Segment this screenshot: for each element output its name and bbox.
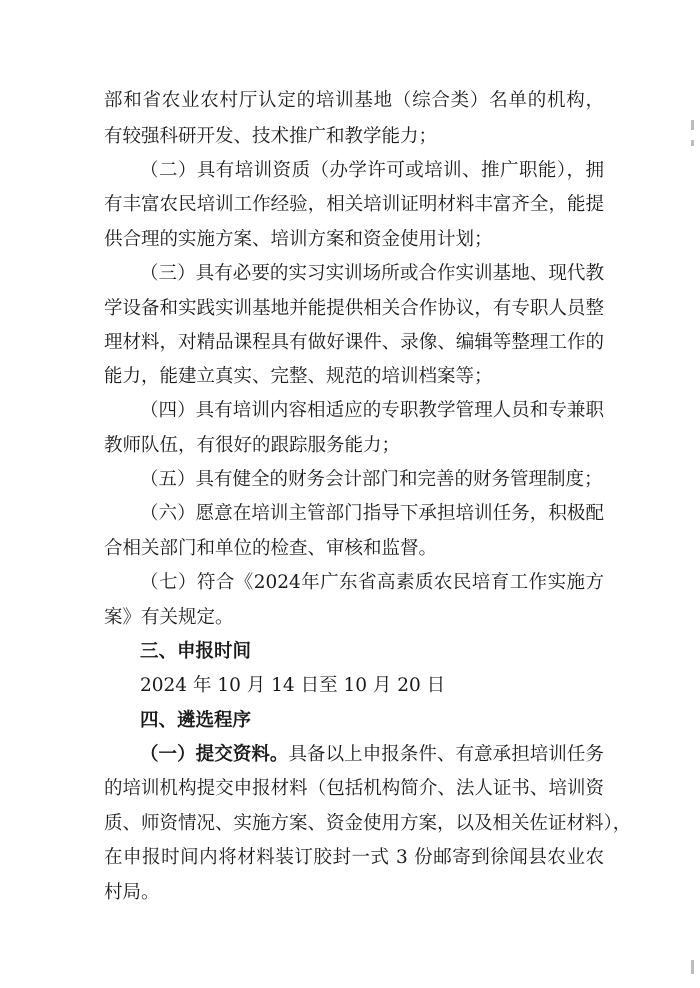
section-heading: 四、遴选程序	[140, 710, 252, 731]
paragraph-line: 供合理的实施方案、培训方案和资金使用计划；	[104, 229, 493, 250]
date-range: 2024 年 10 月 14 日至 10 月 20 日	[140, 675, 446, 696]
paragraph-line: 质、师资情况、实施方案、资金使用方案，以及相关佐证材料），	[104, 813, 632, 834]
scan-edge-mark	[691, 140, 694, 146]
paragraph-line: （三）具有必要的实习实训场所或合作实训基地、现代教	[140, 263, 604, 284]
paragraph-line: 部和省农业农村厅认定的培训基地（综合类）名单的机构，	[104, 90, 604, 111]
paragraph-line: 的培训机构提交申报材料（包括机构简介、法人证书、培训资	[104, 778, 604, 799]
paragraph-line: 理材料，对精品课程具有做好课件、录像、编辑等整理工作的	[104, 332, 604, 353]
section-heading: 三、申报时间	[140, 641, 252, 662]
paragraph-line: 村局。	[104, 882, 160, 903]
scan-edge-mark	[691, 120, 694, 130]
paragraph-line: 案》有关规定。	[104, 607, 234, 628]
paragraph-line: 在申报时间内将材料装订胶封一式 3 份邮寄到徐闻县农业农	[104, 847, 604, 868]
paragraph-line: （六）愿意在培训主管部门指导下承担培训任务，积极配	[140, 503, 604, 524]
paragraph-line: （七）符合《2024年广东省高素质农民培育工作实施方	[140, 572, 604, 593]
paragraph-line: 有丰富农民培训工作经验，相关培训证明材料丰富齐全，能提	[104, 194, 604, 215]
paragraph-line: （二）具有培训资质（办学许可或培训、推广职能），拥	[140, 160, 604, 181]
paragraph-line: 教师队伍，有很好的跟踪服务能力；	[104, 435, 401, 456]
paragraph-line: 有较强科研开发、技术推广和教学能力；	[104, 126, 438, 147]
paragraph-line	[140, 740, 604, 770]
paragraph-line: 能力，能建立真实、完整、规范的培训档案等；	[104, 366, 493, 387]
paragraph-line: （五）具有健全的财务会计部门和完善的财务管理制度；	[140, 469, 603, 490]
scan-edge-mark	[691, 960, 694, 974]
paragraph-line: 合相关部门和单位的检查、审核和监督。	[104, 538, 438, 559]
paragraph-line: 学设备和实践实训基地并能提供相关合作协议，有专职人员整	[104, 298, 604, 319]
paragraph-lead: （一）提交资料。	[140, 744, 289, 765]
paragraph-text: 具备以上申报条件、有意承担培训任务	[288, 744, 604, 765]
paragraph-line: （四）具有培训内容相适应的专职教学管理人员和专兼职	[140, 400, 604, 421]
